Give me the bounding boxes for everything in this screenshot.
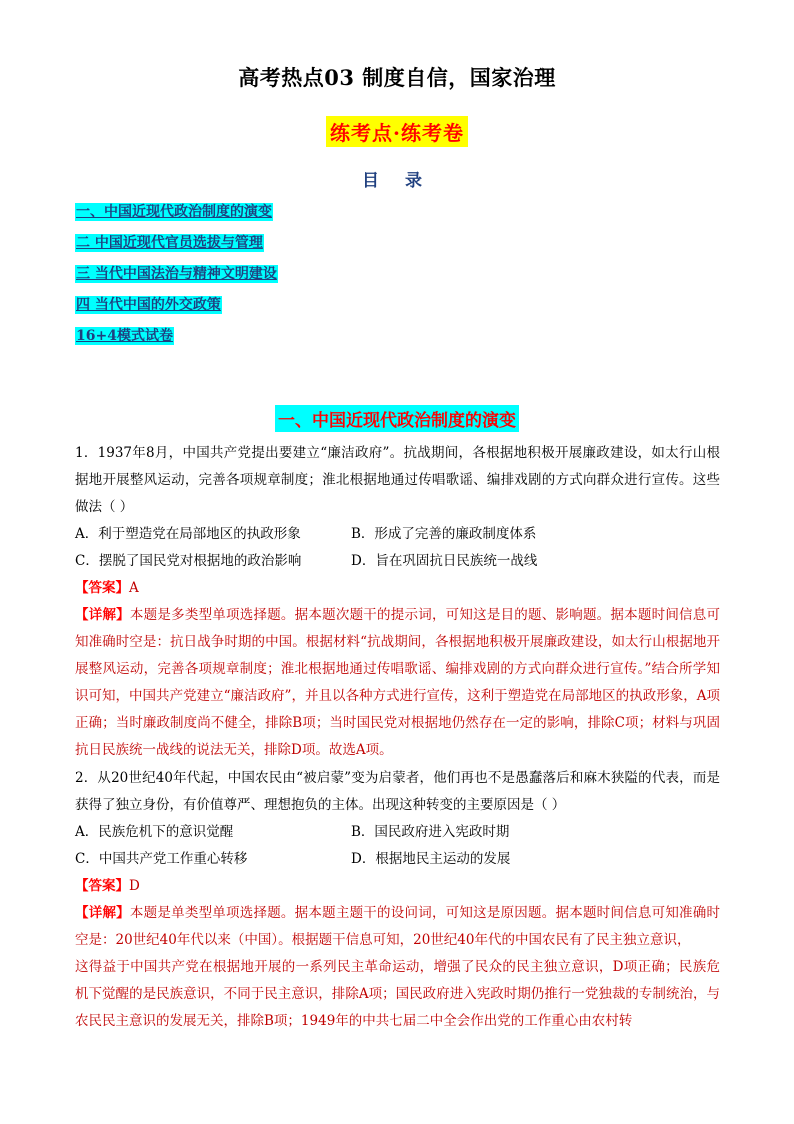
answer-value: A <box>129 580 139 596</box>
option-d: D．旨在巩固抗日民族统一战线 <box>351 553 538 569</box>
table-of-contents <box>75 201 278 356</box>
toc-item <box>75 263 278 294</box>
toc-link-section-3[interactable]: 三 当代中国法治与精神文明建设 <box>76 266 277 282</box>
toc-item <box>75 325 278 356</box>
answer-line <box>75 575 720 602</box>
option-c: C．摆脱了国民党对根据地的政治影响 <box>75 553 302 569</box>
explanation-continued: 这得益于中国共产党在根据地开展的一系列民主革命运动，增强了民众的民主独立意识，D项正确；民族危机下觉醒的是民族意识，不同于民主意识，排除A项；国民政府进入宪政时期仍推行一党独裁的专制统治，与农民民主意识的发展无关，排除B项；1949年的中共七届二中全会作出党的工作重心由农村转 <box>75 959 720 1029</box>
toc-link-section-2[interactable]: 二 中国近现代官员选拔与管理 <box>76 235 263 251</box>
question-1 <box>75 440 720 764</box>
explanation-tag: 【详解】 <box>75 905 130 921</box>
answer-tag: 【答案】 <box>75 878 129 894</box>
option-d: D．根据地民主运动的发展 <box>351 851 511 867</box>
answer-tag: 【答案】 <box>75 580 129 596</box>
toc-link-mock-exam[interactable]: 16+4模式试卷 <box>76 328 173 344</box>
question-2 <box>75 765 720 1035</box>
toc-item <box>75 294 278 325</box>
answer-value: D <box>129 878 140 894</box>
question-stem: 2．从20世纪40年代起，中国农民由“被启蒙”变为启蒙者，他们再也不是愚蠢落后和麻木狭隘的代表，而是获得了独立身份，有价值尊严、理想抱负的主体。出现这种转变的主要原因是（ ） <box>75 770 720 813</box>
answer-line <box>75 873 720 900</box>
option-b: B．形成了完善的廉政制度体系 <box>351 526 537 542</box>
option-list <box>75 521 720 575</box>
explanation-text: 本题是单类型单项选择题。据本题主题干的设问词，可知这是原因题。据本题时间信息可知准确时空是：20世纪40年代以来（中国）。根据题干信息可知，20世纪40年代的中国农民有了民主独立意识， <box>75 905 721 948</box>
section-heading: 一、中国近现代政治制度的演变 <box>275 405 519 432</box>
section-heading-wrap <box>0 405 794 432</box>
toc-item <box>75 201 278 232</box>
toc-link-section-4[interactable]: 四 当代中国的外交政策 <box>76 297 221 313</box>
toc-link-section-1[interactable]: 一、中国近现代政治制度的演变 <box>76 204 272 220</box>
option-c: C．中国共产党工作重心转移 <box>75 851 248 867</box>
option-a: A．利于塑造党在局部地区的执政形象 <box>75 526 301 542</box>
option-b: B．国民政府进入宪政时期 <box>351 824 510 840</box>
toc-item <box>75 232 278 263</box>
subtitle-wrap <box>0 116 794 147</box>
explanation <box>75 602 720 764</box>
option-list <box>75 819 720 873</box>
document-subtitle: 练考点·练考卷 <box>326 116 468 147</box>
explanation-tag: 【详解】 <box>75 607 130 623</box>
document-title: 高考热点03 制度自信，国家治理 <box>238 65 556 90</box>
explanation <box>75 900 720 954</box>
toc-heading: 目 录 <box>362 171 432 191</box>
question-stem: 1．1937年8月，中国共产党提出要建立“廉洁政府”。抗战期间，各根据地积极开展廉政建设，如太行山根据地开展整风运动，完善各项规章制度；淮北根据地通过传唱歌谣、编排戏剧的方式向群众进行宣传。这些做法（ ） <box>75 445 720 515</box>
option-a: A．民族危机下的意识觉醒 <box>75 824 234 840</box>
explanation-text: 本题是多类型单项选择题。据本题次题干的提示词，可知这是目的题、影响题。据本题时间信息可知准确时空是：抗日战争时期的中国。根据材料“抗战期间，各根据地积极开展廉政建设，如太行山根据地开展整风运动，完善各项规章制度；淮北根据地通过传唱歌谣、编排戏剧的方式向群众进行宣传。”结合所学知识可知，中国共产党建立“廉洁政府”，并且以各种方式进行宣传，这利于塑造党在局部地区的执政形象，A项正确；当时廉政制度尚不健全，排除B项；当时国民党对根据地仍然存在一定的影响，排除C项；材料与巩固抗日民族统一战线的说法无关，排除D项。故选A项。 <box>75 607 721 758</box>
